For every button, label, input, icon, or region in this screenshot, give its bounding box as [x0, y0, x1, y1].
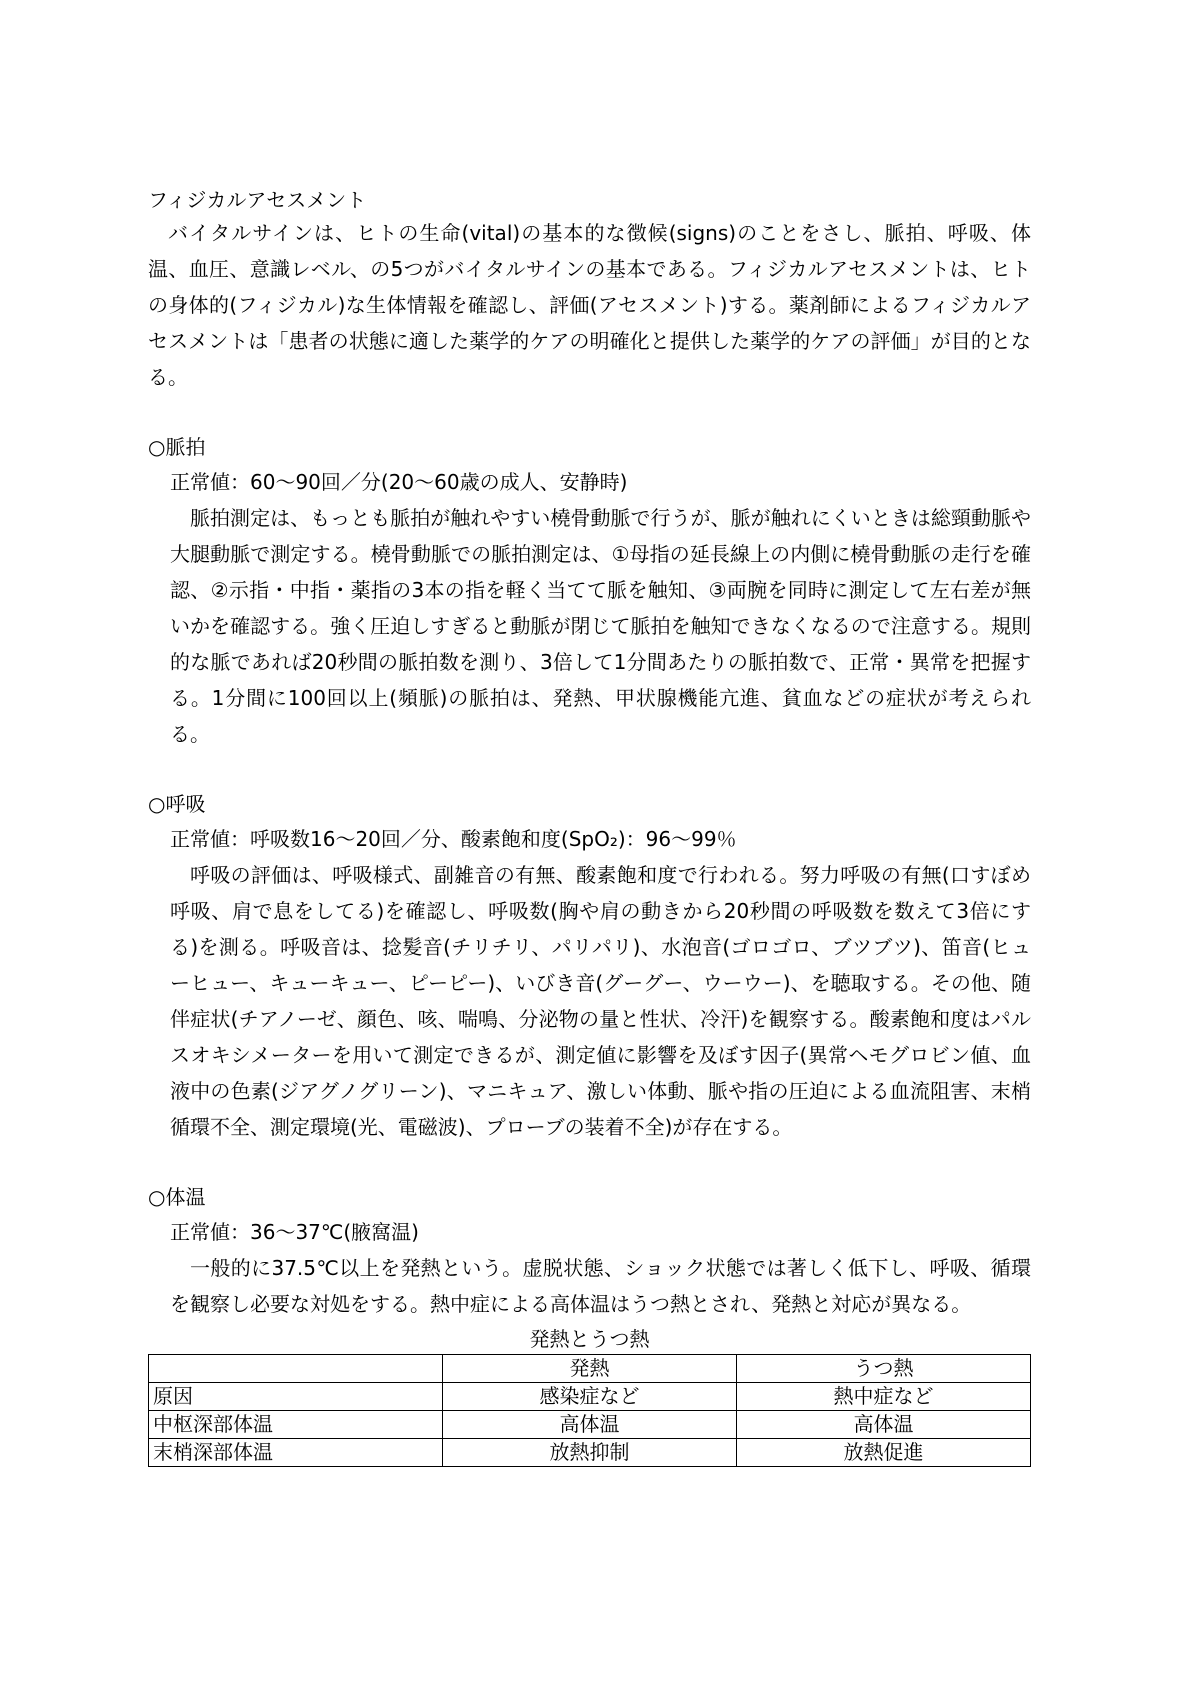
table-header-row: [149, 1355, 1031, 1383]
heat-cell: 熱中症など: [737, 1383, 1031, 1411]
normal-value: 正常値：呼吸数16～20回／分、酸素飽和度(SpO₂)：96～99％: [170, 827, 737, 851]
table-header-cell: うつ熱: [737, 1355, 1031, 1383]
table-row: [149, 1411, 1031, 1439]
section-body: 一般的に37.5℃以上を発熱という。虚脱状態、ショック状態では著しく低下し、呼吸、循環を観察し必要な対処をする。熱中症による高体温はうつ熱とされ、発熱と対応が異なる。: [170, 1256, 1031, 1316]
fever-cell: 感染症など: [443, 1383, 737, 1411]
document-title: フィジカルアセスメント: [148, 188, 367, 212]
document-page: [148, 186, 1031, 1467]
section-body: 呼吸の評価は、呼吸様式、副雑音の有無、酸素飽和度で行われる。努力呼吸の有無(口すぼめ呼吸、肩で息をしてる)を確認し、呼吸数(胸や肩の動きから20秒間の呼吸数を数えて3倍にする)を測る。呼吸音は、捻髪音(チリチリ、パリパリ)、水泡音(ゴロゴロ、ブツブツ)、笛音(ヒューヒュー、キューキュー、ピーピー)、いびき音(グーグー、ウーウー)、を聴取する。その他、随伴症状(チアノーゼ、顔色、咳、喘鳴、分泌物の量と性状、冷汗)を観察する。酸素飽和度はパルスオキシメーターを用いて測定できるが、測定値に影響を及ぼす因子(異常ヘモグロビン値、血液中の色素(ジアグノグリーン)、マニキュア、激しい体動、脈や指の圧迫による血流阻害、末梢循環不全、測定環境(光、電磁波)、プローブの装着不全)が存在する。: [170, 863, 1031, 1139]
row-label: 末梢深部体温: [149, 1439, 443, 1467]
heat-cell: 高体温: [737, 1411, 1031, 1439]
section-body: 脈拍測定は、もっとも脈拍が触れやすい橈骨動脈で行うが、脈が触れにくいときは総頸動脈や大腿動脈で測定する。橈骨動脈での脈拍測定は、①母指の延長線上の内側に橈骨動脈の走行を確認、②示指・中指・薬指の3本の指を軽く当てて脈を触知、③両腕を同時に測定して左右差が無いかを確認する。強く圧迫しすぎると動脈が閉じて脈拍を触知できなくなるので注意する。規則的な脈であれば20秒間の脈拍数を測り、3倍して1分間あたりの脈拍数で、正常・異常を把握する。1分間に100回以上(頻脈)の脈拍は、発熱、甲状腺機能亢進、貧血などの症状が考えられる。: [170, 506, 1031, 746]
section-respiration: [148, 788, 1031, 1145]
row-label: 中枢深部体温: [149, 1411, 443, 1439]
normal-value: 正常値：60～90回／分(20～60歳の成人、安静時): [170, 470, 628, 494]
section-pulse: [148, 431, 1031, 752]
row-label: 原因: [149, 1383, 443, 1411]
table-row: [149, 1439, 1031, 1467]
fever-cell: 高体温: [443, 1411, 737, 1439]
fever-cell: 放熱抑制: [443, 1439, 737, 1467]
fever-comparison-table: [148, 1354, 1031, 1467]
table-header-cell: 発熱: [443, 1355, 737, 1383]
table-header-cell: [149, 1355, 443, 1383]
table-row: [149, 1383, 1031, 1411]
normal-value: 正常値：36～37℃(腋窩温): [170, 1220, 419, 1244]
heat-cell: 放熱促進: [737, 1439, 1031, 1467]
section-heading: ○呼吸: [148, 792, 206, 816]
intro-paragraph: バイタルサインは、ヒトの生命(vital)の基本的な徴候(signs)のことをさし、脈拍、呼吸、体温、血圧、意識レベル、の5つがバイタルサインの基本である。フィジカルアセスメントは、ヒトの身体的(フィジカル)な生体情報を確認し、評価(アセスメント)する。薬剤師によるフィジカルアセスメントは「患者の状態に適した薬学的ケアの明確化と提供した薬学的ケアの評価」が目的となる。: [148, 221, 1031, 389]
section-heading: ○脈拍: [148, 435, 206, 459]
table-caption: 発熱とうつ熱: [529, 1327, 650, 1351]
section-body-temperature: [148, 1181, 1031, 1322]
section-heading: ○体温: [148, 1185, 206, 1209]
